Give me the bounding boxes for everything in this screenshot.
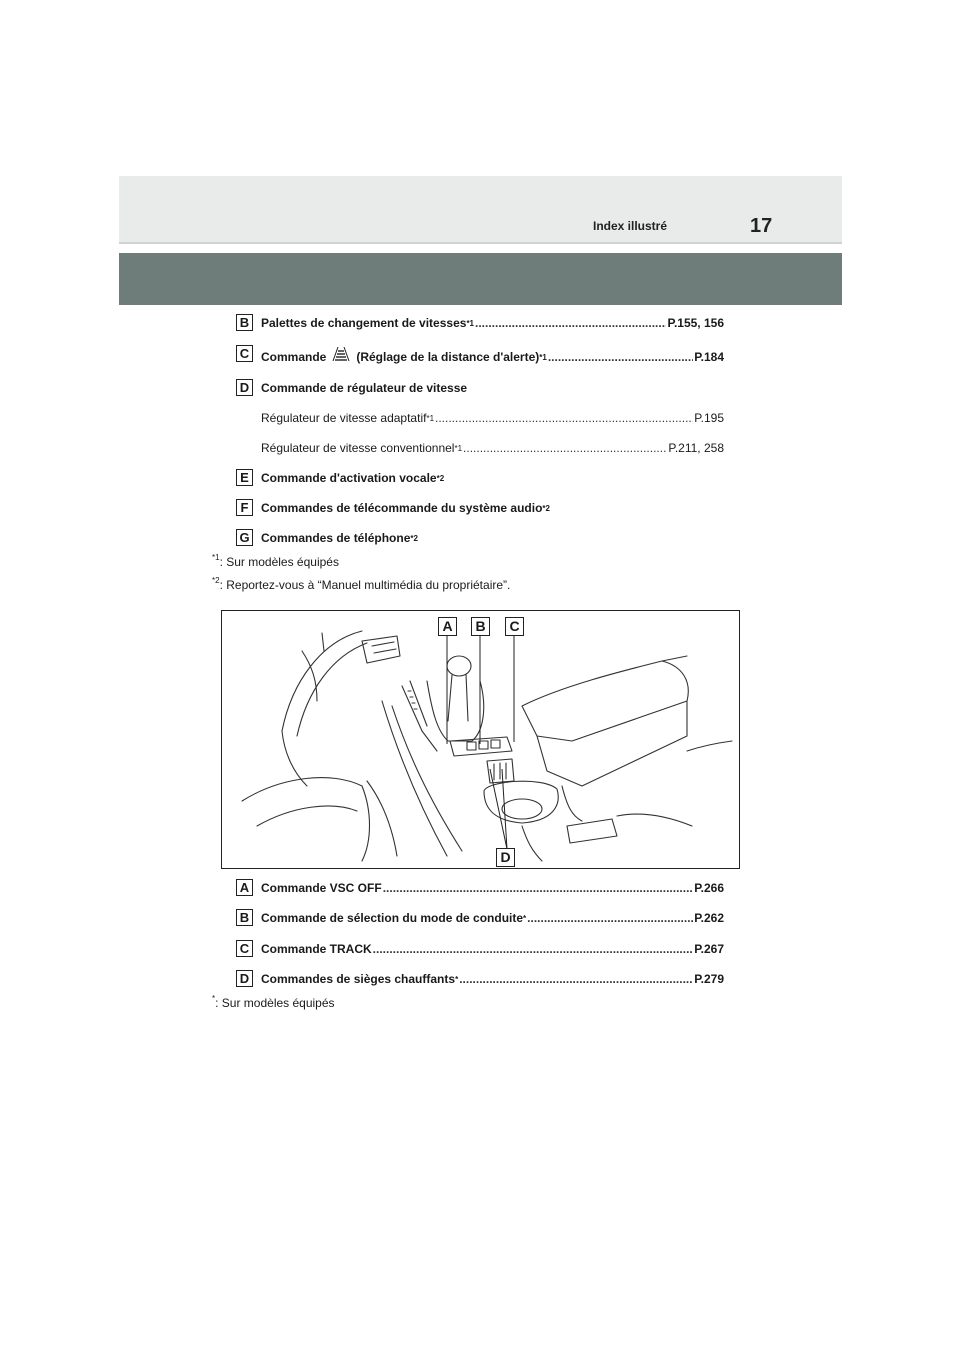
sub-entry: Régulateur de vitesse conventionnel $^{*1}$ ..... P.211, 258 (261, 441, 724, 455)
list-entry: Commandes de sièges chauffants * ..... P.279 (261, 972, 724, 986)
footnote-mark: *2 (212, 576, 220, 585)
page-number: 17 (750, 215, 773, 237)
footnote-text: : Sur modèles équipés (215, 996, 335, 1010)
entry-text: Commande de sélection du mode de conduite (261, 911, 524, 925)
callout-b: B (471, 617, 490, 636)
item-label-box: F (236, 499, 253, 516)
page-reference: P.267 (694, 942, 724, 956)
leader-dots (383, 881, 694, 895)
header-divider (119, 242, 842, 244)
page-reference: P.279 (694, 972, 724, 986)
entry-text: Commandes de sièges chauffants (261, 972, 456, 986)
list-item (236, 469, 724, 489)
item-label-box: D (236, 379, 253, 396)
entry-text: Commandes de téléphone (261, 531, 411, 545)
footnote-mark: * (212, 994, 216, 1003)
leader-dots (527, 911, 693, 925)
list-item (236, 314, 724, 334)
page-reference: P.211, 258 (668, 441, 724, 455)
item-label-box: C (236, 345, 253, 362)
page-reference: P.266 (694, 881, 724, 895)
list-item (236, 909, 724, 929)
item-label-box: C (236, 940, 253, 957)
section-title: Index illustré (593, 219, 668, 233)
item-label-box: D (236, 970, 253, 987)
list-entry (261, 942, 724, 956)
list-entry (261, 881, 724, 895)
entry-text: Commande VSC OFF (261, 881, 382, 895)
list-item (236, 345, 724, 365)
leader-dots (463, 441, 667, 455)
entry-text: Commandes de télécommande du système audio (261, 501, 543, 515)
leader-dots (373, 942, 694, 956)
list-entry: Commande d'activation vocale $^{*2}$ (261, 471, 445, 485)
console-illustration (221, 610, 740, 869)
entry-text: Commande TRACK (261, 942, 372, 956)
list-item (236, 529, 724, 549)
list-item (236, 970, 724, 990)
list-item (236, 940, 724, 960)
list-item (236, 879, 724, 899)
list-entry: Commandes de téléphone $^{*2}$ (261, 531, 418, 545)
callout-a: A (438, 617, 457, 636)
entry-text: Palettes de changement de vitesses (261, 316, 467, 330)
header-band (119, 253, 842, 305)
list-entry: Palettes de changement de vitesses $^{*1}$ ..... P.155, 156 (261, 316, 724, 330)
footnote-text: : Reportez-vous à “Manuel multimédia du propriétaire”. (219, 578, 511, 592)
item-label-box: E (236, 469, 253, 486)
item-label-box: G (236, 529, 253, 546)
list-item (236, 499, 724, 519)
footnote (212, 555, 339, 569)
footnote (212, 578, 510, 592)
entry-text: Commande d'activation vocale (261, 471, 437, 485)
leader-dots (475, 316, 666, 330)
list-entry: Commande (Réglage de la distance d'alerte) $^{*1}$ ..... P.184 (261, 347, 724, 364)
leader-dots (548, 350, 693, 364)
page-reference: P.195 (694, 411, 724, 425)
leader-dots (435, 411, 693, 425)
page-reference: P.262 (694, 911, 724, 925)
entry-text: (Réglage de la distance d'alerte) (356, 350, 540, 364)
distance-warning-icon (332, 347, 350, 361)
page-reference: P.155, 156 (667, 316, 724, 330)
list-item (236, 379, 724, 399)
footnote (212, 996, 335, 1010)
entry-text: Commande de régulateur de vitesse (261, 381, 468, 395)
list-entry: Commandes de télécommande du système audio $^{*2}$ (261, 501, 550, 515)
item-label-box: A (236, 879, 253, 896)
list-entry (261, 381, 724, 395)
callout-d: D (496, 848, 515, 867)
center-console-drawing (222, 611, 739, 868)
item-label-box: B (236, 909, 253, 926)
item-label-box: B (236, 314, 253, 331)
list-entry: Commande de sélection du mode de conduite * ..... P.262 (261, 911, 724, 925)
leader-dots (459, 972, 693, 986)
callout-c: C (505, 617, 524, 636)
sub-entry: Régulateur de vitesse adaptatif $^{*1}$ ..... P.195 (261, 411, 724, 425)
page-header (119, 176, 842, 244)
entry-text: Commande (261, 350, 327, 364)
page-reference: P.184 (694, 350, 724, 364)
footnote-text: : Sur modèles équipés (219, 555, 339, 569)
entry-text: Régulateur de vitesse adaptatif (261, 411, 427, 425)
entry-text: Régulateur de vitesse conventionnel (261, 441, 455, 455)
footnote-mark: *1 (212, 553, 220, 562)
